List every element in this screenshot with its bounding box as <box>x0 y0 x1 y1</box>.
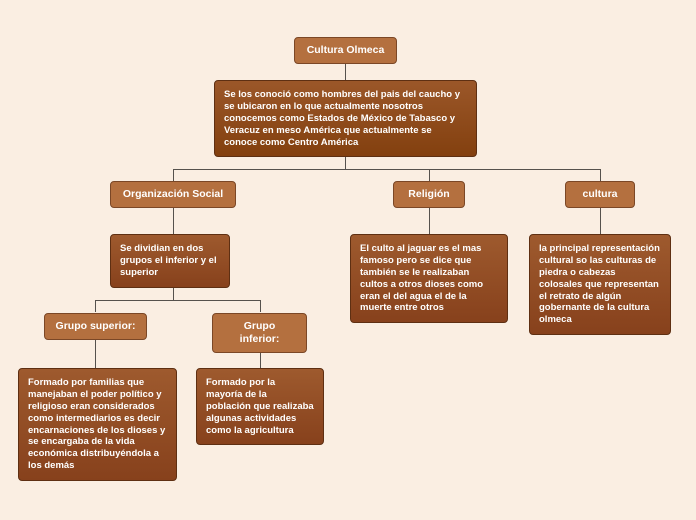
node-grupo-superior-label: Grupo superior: <box>55 320 136 332</box>
node-grupo-superior-description-text: Formado por familias que manejaban el poder político y religioso eran considerados como intermediarios es decir encarnaciones de los dioses y se encargaba de la vida económica distribuyéndola a los demás <box>28 377 166 472</box>
node-cultura-description-text: la principal representación cultural so las culturas de piedra o cabezas colosales que representan el retrato de algún gobernante de la cultura olmeca <box>539 243 660 326</box>
node-branch-organizacion-social[interactable] <box>110 181 236 208</box>
node-grupo-superior-description[interactable] <box>18 368 177 481</box>
node-branch-cultura-label: cultura <box>582 188 618 200</box>
node-root-description[interactable] <box>214 80 477 157</box>
node-branch-cultura[interactable] <box>565 181 635 208</box>
node-grupo-inferior[interactable] <box>212 313 307 353</box>
connector-org-to-desc <box>173 204 174 234</box>
connector-group-bus <box>95 300 260 301</box>
node-grupo-inferior-description[interactable] <box>196 368 324 445</box>
connector-group-inf <box>260 300 261 312</box>
node-root-description-text: Se los conoció como hombres del pais del caucho y se ubicaron en lo que actualmente nosotros conocemos como Estados de México de Tabasco y Veracuz en meso América que actualmente se conoce como Centro América <box>224 89 460 148</box>
node-root-title-label: Cultura Olmeca <box>306 44 385 56</box>
connector-cul-to-desc <box>600 204 601 234</box>
node-branch-organizacion-social-label: Organización Social <box>122 188 224 200</box>
connector-branch-bus <box>173 169 601 170</box>
node-religion-description[interactable] <box>350 234 508 323</box>
node-grupo-inferior-description-text: Formado por la mayoría de la población que realizaba algunas actividades como la agricultura <box>206 377 314 436</box>
connector-branch-3 <box>600 169 601 181</box>
connector-rel-to-desc <box>429 204 430 234</box>
node-branch-religion[interactable] <box>393 181 465 208</box>
node-organizacion-social-description-text: Se dividian en dos grupos el inferior y el superior <box>120 243 217 278</box>
node-organizacion-social-description[interactable] <box>110 234 230 288</box>
node-grupo-inferior-label: Grupo inferior: <box>239 320 280 346</box>
node-root-title[interactable] <box>294 37 397 64</box>
connector-branch-1 <box>173 169 174 181</box>
connector-branch-2 <box>429 169 430 181</box>
node-cultura-description[interactable] <box>529 234 671 335</box>
connector-sup-to-desc <box>95 336 96 368</box>
node-grupo-superior[interactable] <box>44 313 147 340</box>
node-branch-religion-label: Religión <box>408 188 450 200</box>
connector-group-sup <box>95 300 96 312</box>
node-religion-description-text: El culto al jaguar es el mas famoso pero se dice que también se le realizaban cultos a otros dioses como eran el del agua el de la muerte entre otros <box>360 243 483 314</box>
